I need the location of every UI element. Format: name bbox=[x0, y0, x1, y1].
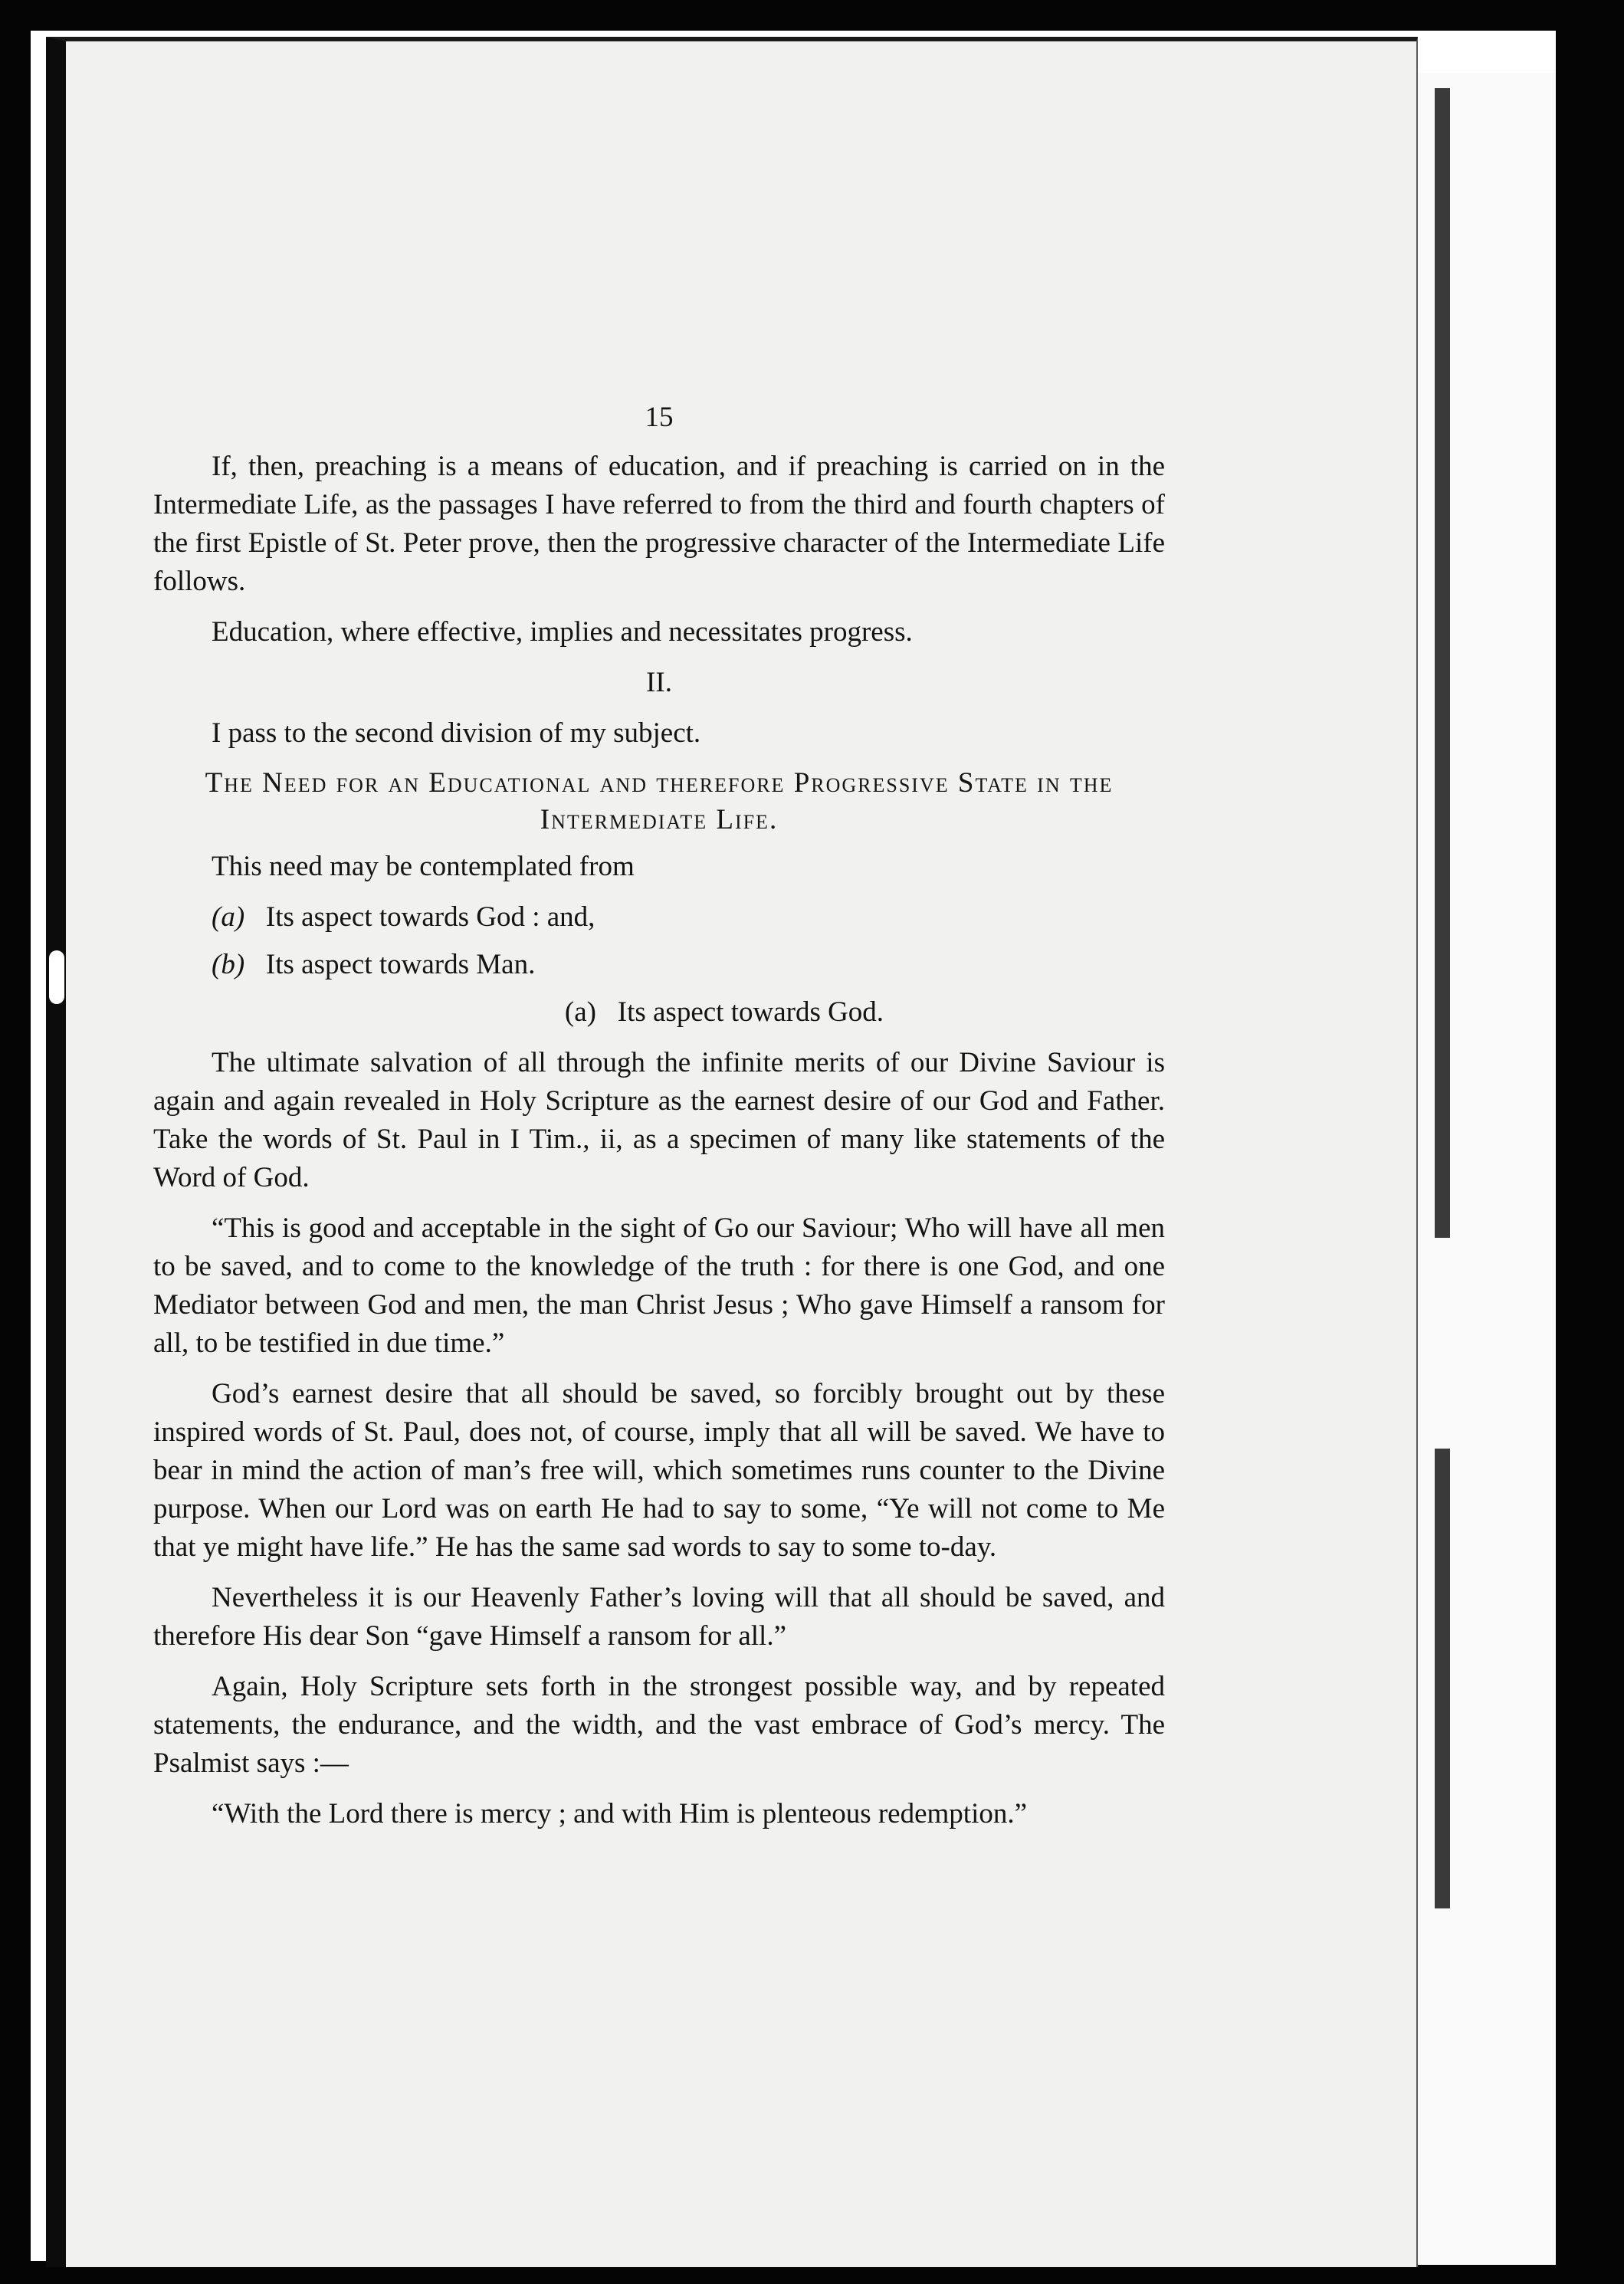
block-text: Its aspect towards God : and, bbox=[265, 901, 595, 933]
back-sheet bbox=[1403, 73, 1556, 2265]
block-text: Nevertheless it is our Heavenly Father’s loving will that all should be saved, and therefore His dear Son “gave Himself a ransom for all.” bbox=[153, 1582, 1165, 1652]
block-text: If, then, preaching is a means of education, and if preaching is carried on in the Intermediate Life, as the passages I have referred to from the third and fourth chapters of the first Epistle of St. Peter prove, then the progressive character of the Intermediate Life follows. bbox=[153, 451, 1165, 597]
block-text: I pass to the second division of my subject. bbox=[212, 717, 701, 749]
paragraph bbox=[153, 613, 1165, 651]
scan-border-top bbox=[0, 0, 1624, 31]
text-blocks bbox=[153, 448, 1165, 1833]
list-marker: (a) bbox=[212, 901, 245, 933]
list-item bbox=[153, 946, 1165, 984]
block-text: Its aspect towards God. bbox=[617, 996, 884, 1028]
block-text: Education, where effective, implies and necessitates progress. bbox=[212, 616, 913, 648]
paragraph bbox=[153, 448, 1165, 601]
paragraph bbox=[153, 1209, 1165, 1363]
block-text: “With the Lord there is mercy ; and with Him is plenteous redemption.” bbox=[212, 1798, 1028, 1829]
binding-tab bbox=[49, 950, 64, 1004]
subsection-heading bbox=[153, 993, 1165, 1032]
page-edge-shadow bbox=[1435, 88, 1450, 1238]
paragraph bbox=[153, 714, 1165, 753]
paragraph bbox=[153, 1795, 1165, 1833]
paragraph bbox=[153, 1579, 1165, 1656]
block-text: Again, Holy Scripture sets forth in the strongest possible way, and by repeated statements, the endurance, and the width, and the vast embrace of God’s mercy. The Psalmist says :— bbox=[153, 1671, 1165, 1779]
block-text: God’s earnest desire that all should be saved, so forcibly brought out by these inspired words of St. Paul, does not, of course, imply that all will be saved. We have to bear in mind the action of man’s free will, which sometimes runs counter to the Divine purpose. When our Lord was on earth He had to say to some, “Ye will not come to Me that ye might have life.” He has the same sad words to say to some to-day. bbox=[153, 1378, 1165, 1563]
scan-border-right bbox=[1556, 0, 1624, 2284]
paragraph bbox=[153, 848, 1165, 886]
block-text: This need may be contemplated from bbox=[212, 851, 635, 882]
block-text: “This is good and acceptable in the sight of Go our Saviour; Who will have all men to be saved, and to come to the knowledge of the truth : for there is one God, and one Mediator between God and men, the man Christ Jesus ; Who gave Himself a ransom for all, to be testified in due time.” bbox=[153, 1213, 1165, 1359]
block-text: The Need for an Educational and therefore Progressive State in the Intermediate Life. bbox=[205, 767, 1114, 835]
block-text: The ultimate salvation of all through the infinite merits of our Divine Saviour is again and again revealed in Holy Scripture as the earnest desire of our God and Father. Take the words of St. Paul in I Tim., ii, as a specimen of many like statements of the Word of God. bbox=[153, 1047, 1165, 1193]
paragraph bbox=[153, 1668, 1165, 1783]
list-item bbox=[153, 898, 1165, 937]
scan-border-left bbox=[0, 0, 31, 2284]
list-marker: (b) bbox=[212, 949, 245, 980]
block-text: II. bbox=[646, 667, 672, 698]
section-heading bbox=[153, 765, 1165, 838]
page-text bbox=[153, 399, 1165, 1846]
section-numeral bbox=[153, 664, 1165, 702]
block-text: Its aspect towards Man. bbox=[265, 949, 536, 980]
paragraph bbox=[153, 1375, 1165, 1567]
paragraph bbox=[153, 1044, 1165, 1197]
list-marker: (a) bbox=[564, 996, 596, 1028]
page-number: 15 bbox=[645, 402, 674, 433]
page-edge-shadow bbox=[1435, 1449, 1450, 1908]
